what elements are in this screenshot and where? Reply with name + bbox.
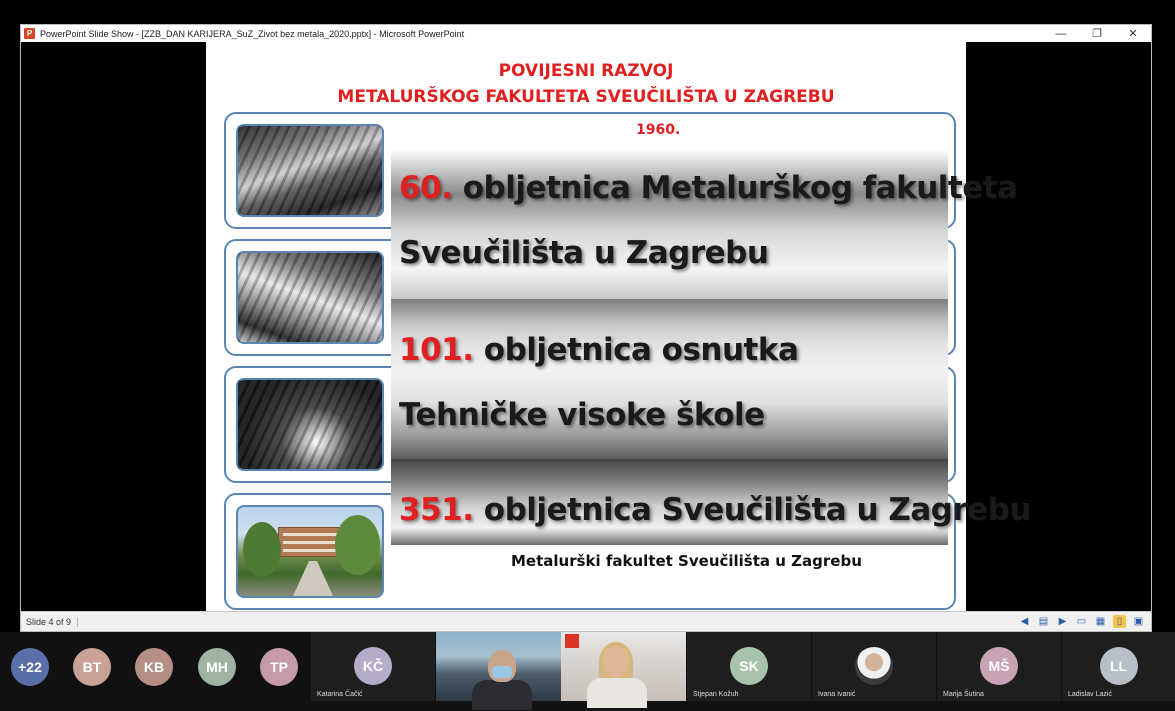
participant-tile[interactable] — [687, 632, 811, 701]
more-participants-button[interactable]: +22 — [11, 648, 49, 686]
participant-tile[interactable] — [937, 632, 1061, 701]
faculty-caption: Metalurški fakultet Sveučilišta u Zagrebu — [511, 552, 862, 570]
slide-counter: Slide 4 of 9 — [26, 617, 78, 627]
participant-avatar[interactable]: TP — [260, 648, 298, 686]
title-bar — [21, 25, 1151, 42]
reading-view-icon[interactable]: ▯ — [1113, 615, 1126, 628]
normal-view-icon[interactable]: ▭ — [1076, 616, 1087, 627]
participant-avatar[interactable]: BT — [73, 648, 111, 686]
year-label: 1960. — [636, 122, 681, 138]
meeting-participants-strip — [0, 632, 1175, 711]
slide-title-line2: METALURŠKOG FAKULTETA SVEUČILIŠTA U ZAGREBU — [337, 87, 835, 107]
factory-photo-3 — [236, 378, 384, 471]
participant-name: Marija Šutina — [943, 691, 984, 698]
previous-slide-icon[interactable]: ◀ — [1020, 616, 1029, 627]
participant-name: Ivana Ivanić — [818, 691, 856, 698]
slide-sorter-icon[interactable]: ▦ — [1095, 616, 1106, 627]
powerpoint-icon: P — [24, 28, 35, 39]
anniversary-line-1: 60. obljetnica Metalurškog fakulteta — [399, 170, 1018, 206]
participant-tile[interactable] — [1062, 632, 1175, 701]
anniversary-line-3: 101. obljetnica osnutka — [399, 332, 799, 368]
participant-avatar[interactable]: KB — [135, 648, 173, 686]
speaker-video[interactable] — [436, 632, 686, 701]
anniversary-line-5: 351. obljetnica Sveučilišta u Zagrebu — [399, 492, 1032, 528]
factory-photo-1 — [236, 124, 384, 217]
participant-photo-avatar — [855, 647, 893, 685]
faculty-building-photo — [236, 505, 384, 598]
participant-avatar: KČ — [354, 647, 392, 685]
slide-menu-icon[interactable]: ▤ — [1038, 616, 1049, 627]
participant-avatar: LL — [1100, 647, 1138, 685]
close-button[interactable]: ✕ — [1128, 28, 1138, 40]
participant-tile[interactable] — [311, 632, 435, 701]
participant-avatar[interactable]: MH — [198, 648, 236, 686]
status-bar — [21, 611, 1151, 631]
restore-button[interactable]: ❐ — [1092, 28, 1102, 40]
slide-area — [21, 42, 1151, 612]
powerpoint-window — [20, 24, 1152, 632]
anniversary-line-2: Sveučilišta u Zagrebu — [399, 235, 769, 271]
participant-avatar: SK — [730, 647, 768, 685]
factory-photo-2 — [236, 251, 384, 344]
participant-name: Ladislav Lazić — [1068, 691, 1112, 698]
slide-title-line1: POVIJESNI RAZVOJ — [498, 61, 674, 81]
slide-show-icon[interactable]: ▣ — [1133, 616, 1144, 627]
participant-tile[interactable] — [812, 632, 936, 701]
window-title: PowerPoint Slide Show - [ZZB_DAN KARIJERA_SuZ_Zivot bez metala_2020.pptx] - Microsoft PowerPoint — [40, 28, 465, 39]
participant-avatar: MŠ — [980, 647, 1018, 685]
anniversary-line-4: Tehničke visoke škole — [399, 397, 765, 433]
participant-name: Katarina Čačić — [317, 691, 363, 698]
slide[interactable] — [206, 42, 1032, 612]
participant-name: Stjepan Kožuh — [693, 691, 739, 698]
minimize-button[interactable]: — — [1055, 27, 1067, 40]
next-slide-icon[interactable]: ▶ — [1058, 616, 1067, 627]
